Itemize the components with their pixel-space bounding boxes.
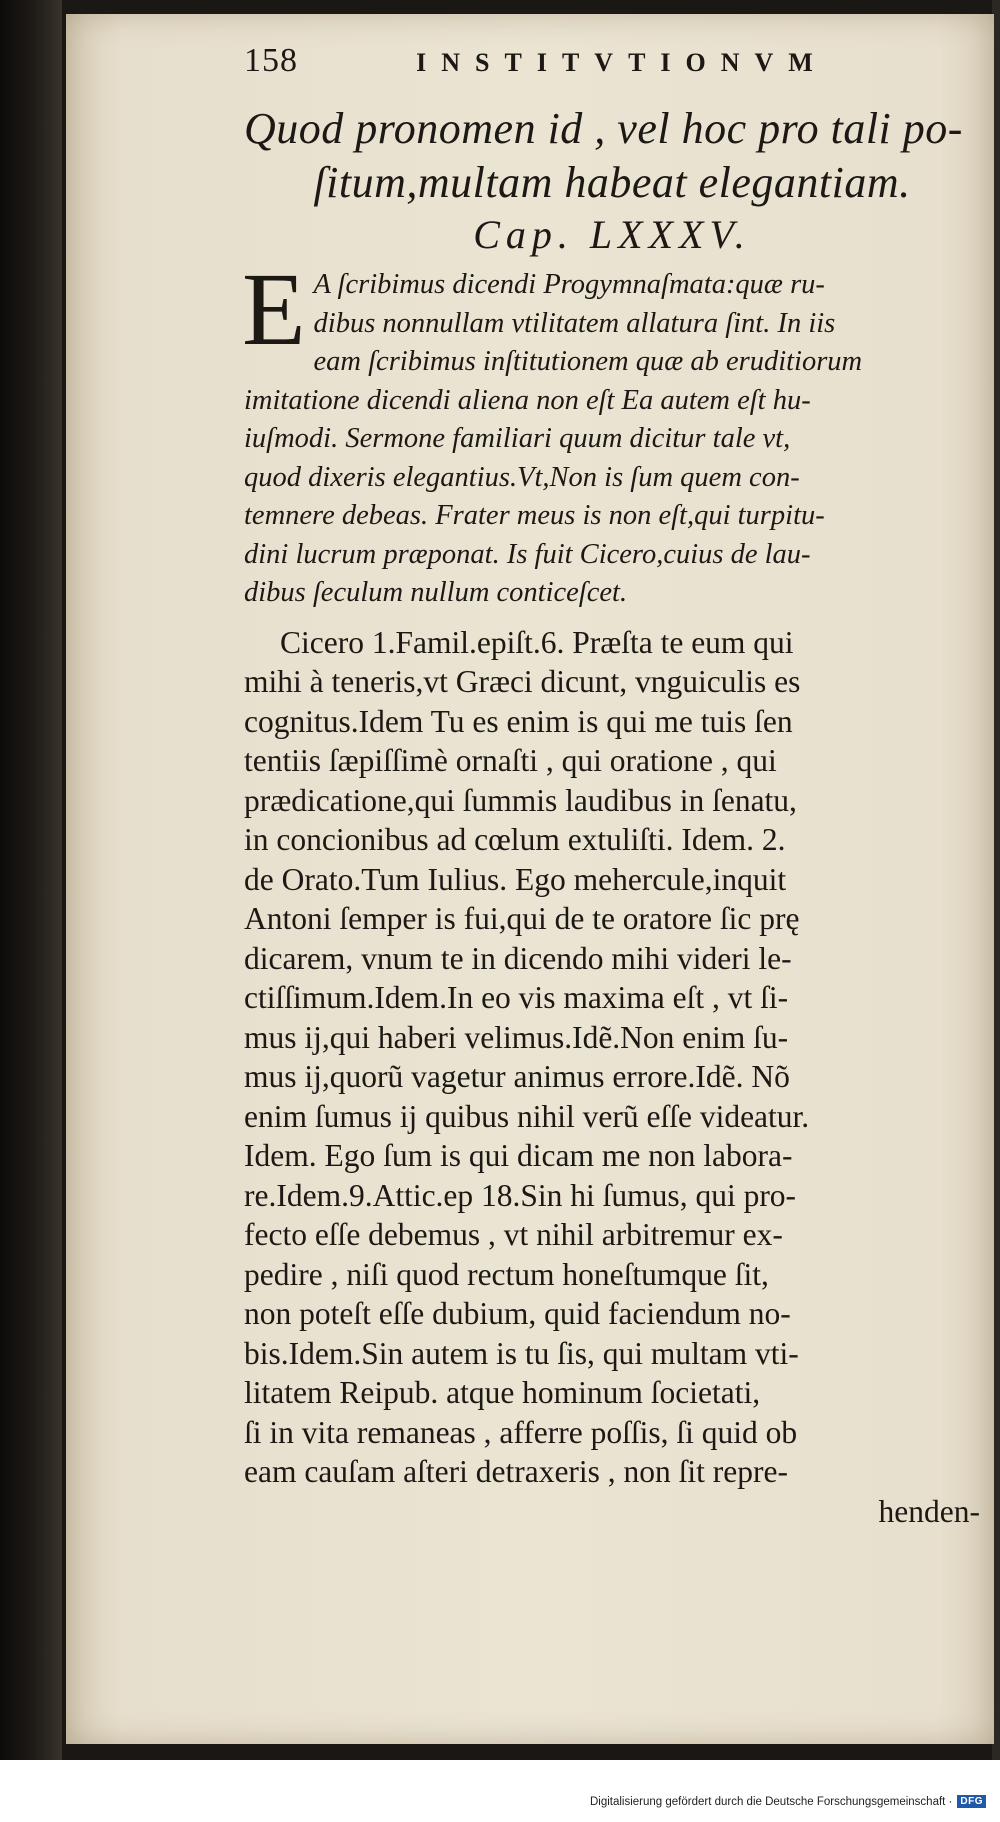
intro-line: quod dixeris elegantius.Vt,Non is ſum quem con- — [244, 461, 800, 493]
book-binding-left — [0, 0, 62, 1760]
body-line: mus ij,qui haberi velimus.Idẽ.Non enim ſu- — [244, 1019, 789, 1055]
body-line: prædicatione,qui ſummis laudibus in ſenatu, — [244, 782, 797, 818]
page-header — [244, 42, 980, 102]
chapter-title-line-1: Quod pronomen id , vel hoc pro tali po- — [244, 104, 963, 153]
body-line: de Orato.Tum Iulius. Ego mehercule,inquit — [244, 861, 787, 897]
book-page — [66, 14, 994, 1744]
credit-text: Digitalisierung gefördert durch die Deutsche Forschungsgemeinschaft · — [589, 1795, 953, 1808]
intro-line: temnere debeas. Frater meus is non eſt,qui turpitu- — [244, 500, 825, 531]
body-line: non poteſt eſſe dubium, quid faciendum no- — [244, 1296, 791, 1331]
body-line: enim ſumus ij quibus nihil verũ eſſe videatur. — [244, 1098, 810, 1134]
body-line: in concionibus ad cœlum extuliſti. Idem. 2. — [244, 822, 786, 857]
intro-line: dibus ſeculum nullum conticeſcet. — [244, 577, 628, 608]
drop-cap: E — [242, 252, 306, 367]
body-line: eam cauſam aſteri detraxeris , non ſit repre- — [244, 1454, 788, 1489]
chapter-number: Cap. LXXXV. — [473, 212, 751, 257]
body-line: mihi à teneris,vt Græci dicunt, vnguiculis es — [244, 664, 801, 699]
dfg-logo: DFG — [957, 1795, 986, 1808]
intro-paragraph — [242, 252, 980, 613]
catchword: henden- — [878, 1493, 980, 1529]
intro-line: dini lucrum præponat. Is fuit Cicero,cuius de lau- — [244, 538, 811, 570]
running-head: INSTITVTIONVM — [416, 48, 828, 77]
intro-line: iuſmodi. Sermone familiari quum dicitur tale vt, — [244, 423, 791, 454]
body-line: Idem. Ego ſum is qui dicam me non labora- — [244, 1138, 793, 1173]
body-line: fecto eſſe debemus , vt nihil arbitremur ex- — [244, 1217, 783, 1252]
body-line: ctiſſimum.Idem.In eo vis maxima eſt , vt ſi- — [244, 980, 789, 1015]
body-line: ſi in vita remaneas , afferre poſſis, ſi quid ob — [244, 1414, 798, 1450]
intro-line: dibus nonnullam vtilitatem allatura ſint. In iis — [313, 307, 836, 339]
body-line: mus ij,quorũ vagetur animus errore.Idẽ. Nõ — [244, 1059, 790, 1094]
intro-line: eam ſcribimus inſtitutionem quæ ab eruditiorum — [313, 346, 863, 377]
body-line: re.Idem.9.Attic.ep 18.Sin hi ſumus, qui pro- — [244, 1177, 797, 1213]
body-line: Antoni ſemper is fui,qui de te oratore ſic prę — [244, 901, 800, 936]
body-line: pedire , niſi quod rectum honeſtumque ſit, — [244, 1256, 769, 1292]
intro-line: A ſcribimus dicendi Progymnaſmata:quæ ru- — [313, 269, 825, 300]
text-block — [244, 42, 980, 1531]
intro-line: imitatione dicendi aliena non eſt Ea autem eſt hu- — [244, 384, 811, 416]
chapter-title-line-2: ſitum,multam habeat elegantiam. — [313, 158, 911, 207]
body-line: litatem Reipub. atque hominum ſocietati, — [244, 1375, 761, 1410]
footer-bar — [0, 1760, 1000, 1822]
body-line: dicarem, vnum te in dicendo mihi videri le- — [244, 940, 792, 976]
body-line: Cicero 1.Famil.epiſt.6. Præſta te eum qui — [280, 624, 794, 660]
body-line: tentiis ſæpiſſimè ornaſti , qui oratione , qui — [244, 743, 777, 778]
page-number: 158 — [244, 42, 298, 79]
digitization-credit — [590, 1795, 986, 1808]
body-line: bis.Idem.Sin autem is tu ſis, qui multam vti- — [244, 1335, 799, 1371]
body-paragraph — [244, 623, 980, 1532]
body-line: cognitus.Idem Tu es enim is qui me tuis ſen — [244, 703, 793, 739]
